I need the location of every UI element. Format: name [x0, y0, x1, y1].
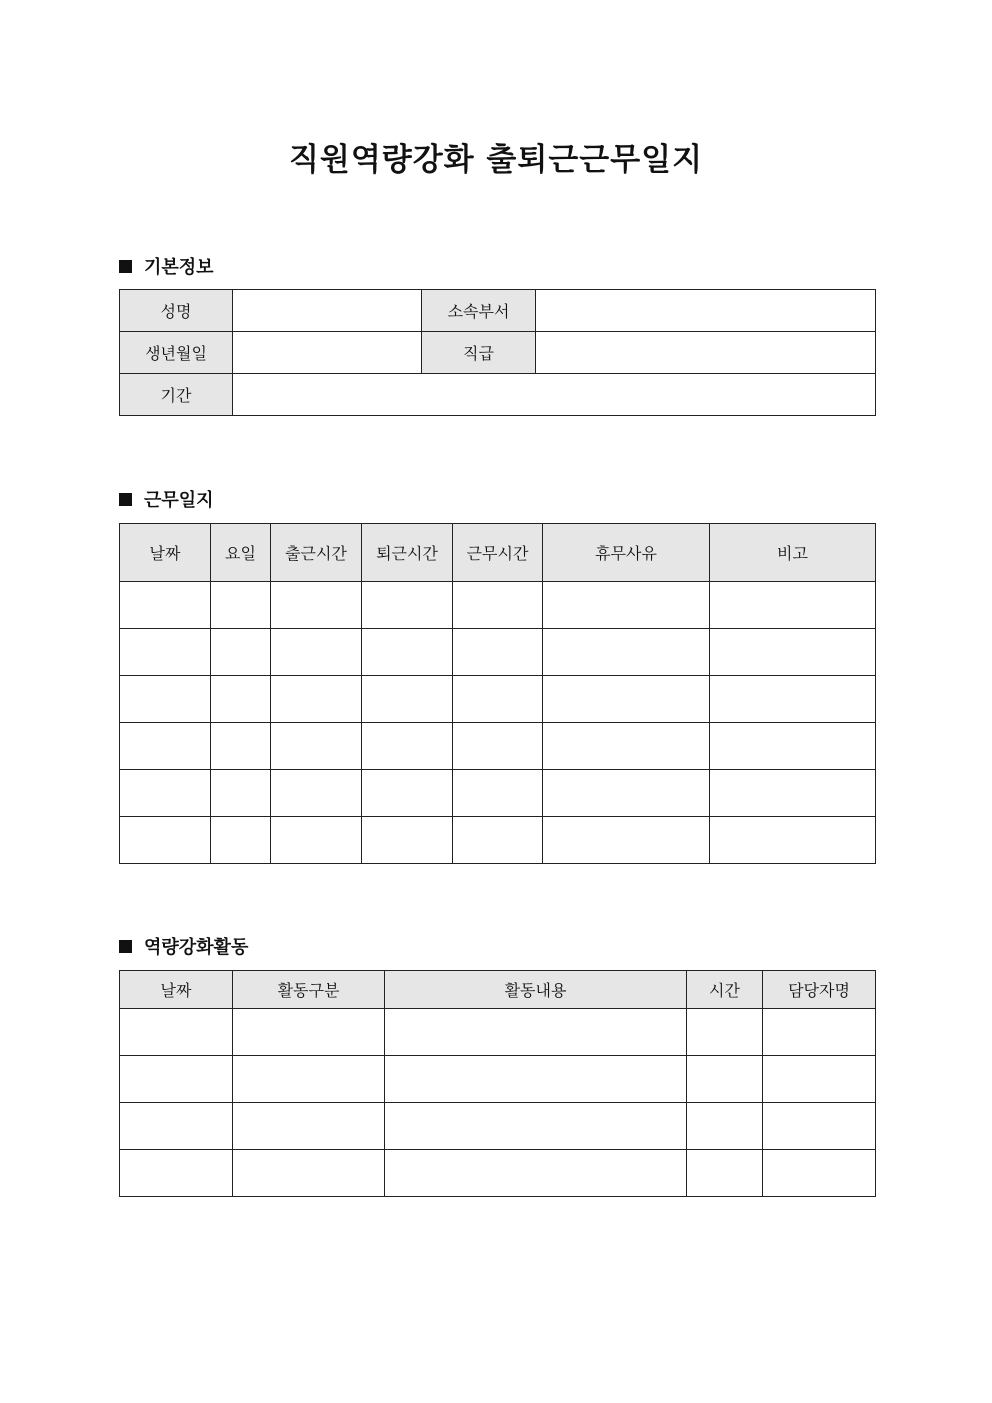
- table-row: [120, 676, 876, 723]
- section-heading-label: 기본정보: [144, 257, 214, 278]
- section-heading-activities: [119, 933, 248, 959]
- table-row: [120, 582, 876, 629]
- table-row: [120, 1150, 876, 1197]
- section-heading-work-log: [119, 486, 214, 512]
- square-bullet-icon: [119, 260, 132, 273]
- table-cell[interactable]: [710, 629, 876, 676]
- table-cell[interactable]: [211, 676, 271, 723]
- table-row: [120, 629, 876, 676]
- section-heading-basic-info: [119, 253, 214, 279]
- table-cell[interactable]: [120, 723, 211, 770]
- table-row: [120, 1009, 876, 1056]
- table-cell[interactable]: [385, 1150, 687, 1197]
- section-heading-label: 역량강화활동: [144, 937, 249, 958]
- table-row: [120, 723, 876, 770]
- position-field[interactable]: [536, 332, 876, 374]
- table-cell[interactable]: [362, 676, 453, 723]
- table-cell[interactable]: [543, 817, 710, 864]
- table-cell[interactable]: [763, 1009, 876, 1056]
- table-cell[interactable]: [543, 723, 710, 770]
- table-cell[interactable]: [211, 817, 271, 864]
- table-cell[interactable]: [687, 1009, 763, 1056]
- section-heading-label: 근무일지: [144, 490, 214, 511]
- table-cell[interactable]: [120, 817, 211, 864]
- table-cell[interactable]: [362, 629, 453, 676]
- table-cell[interactable]: [271, 676, 362, 723]
- activities-table: [119, 970, 876, 1197]
- table-cell[interactable]: [362, 770, 453, 817]
- table-cell[interactable]: [453, 629, 543, 676]
- table-cell[interactable]: [211, 723, 271, 770]
- square-bullet-icon: [119, 940, 132, 953]
- activity-col-header-date: 날짜: [120, 971, 233, 1009]
- table-cell[interactable]: [362, 817, 453, 864]
- work-col-header-date: 날짜: [120, 524, 211, 582]
- label-position: 직급: [422, 332, 536, 374]
- activity-col-header-time: 시간: [687, 971, 763, 1009]
- period-field[interactable]: [233, 374, 876, 416]
- table-cell[interactable]: [385, 1056, 687, 1103]
- table-cell[interactable]: [763, 1056, 876, 1103]
- table-cell[interactable]: [543, 770, 710, 817]
- table-cell[interactable]: [385, 1009, 687, 1056]
- table-cell[interactable]: [710, 582, 876, 629]
- label-period: 기간: [120, 374, 233, 416]
- label-name: 성명: [120, 290, 233, 332]
- table-row: [120, 1056, 876, 1103]
- table-cell[interactable]: [453, 723, 543, 770]
- work-log-table: [119, 523, 876, 864]
- table-cell[interactable]: [211, 770, 271, 817]
- table-cell[interactable]: [120, 770, 211, 817]
- table-cell[interactable]: [763, 1103, 876, 1150]
- activity-col-header-type: 활동구분: [233, 971, 385, 1009]
- activity-col-header-content: 활동내용: [385, 971, 687, 1009]
- table-cell[interactable]: [710, 676, 876, 723]
- table-cell[interactable]: [385, 1103, 687, 1150]
- table-cell[interactable]: [710, 723, 876, 770]
- table-row: [120, 817, 876, 864]
- table-cell[interactable]: [687, 1103, 763, 1150]
- table-cell[interactable]: [233, 1009, 385, 1056]
- table-row: [120, 770, 876, 817]
- table-cell[interactable]: [453, 582, 543, 629]
- department-field[interactable]: [536, 290, 876, 332]
- table-cell[interactable]: [453, 676, 543, 723]
- table-cell[interactable]: [233, 1103, 385, 1150]
- table-cell[interactable]: [763, 1150, 876, 1197]
- table-cell[interactable]: [120, 676, 211, 723]
- page-title: 직원역량강화 출퇴근근무일지: [288, 142, 704, 178]
- name-field[interactable]: [233, 290, 422, 332]
- table-cell[interactable]: [120, 1150, 233, 1197]
- square-bullet-icon: [119, 493, 132, 506]
- table-cell[interactable]: [453, 817, 543, 864]
- table-cell[interactable]: [120, 1103, 233, 1150]
- table-cell[interactable]: [271, 629, 362, 676]
- table-cell[interactable]: [120, 582, 211, 629]
- table-cell[interactable]: [710, 817, 876, 864]
- table-cell[interactable]: [271, 723, 362, 770]
- table-cell[interactable]: [687, 1150, 763, 1197]
- table-cell[interactable]: [271, 770, 362, 817]
- table-cell[interactable]: [211, 629, 271, 676]
- work-col-header-clock-in: 출근시간: [271, 524, 362, 582]
- table-cell[interactable]: [120, 1056, 233, 1103]
- basic-info-table: [119, 289, 876, 416]
- table-cell[interactable]: [211, 582, 271, 629]
- table-cell[interactable]: [543, 629, 710, 676]
- work-col-header-work-hours: 근무시간: [453, 524, 543, 582]
- table-cell[interactable]: [233, 1056, 385, 1103]
- work-col-header-leave-reason: 휴무사유: [543, 524, 710, 582]
- work-col-header-day: 요일: [211, 524, 271, 582]
- birthdate-field[interactable]: [233, 332, 422, 374]
- table-cell[interactable]: [543, 582, 710, 629]
- label-birthdate: 생년월일: [120, 332, 233, 374]
- table-cell[interactable]: [362, 723, 453, 770]
- table-cell[interactable]: [233, 1150, 385, 1197]
- label-department: 소속부서: [422, 290, 536, 332]
- table-cell[interactable]: [120, 1009, 233, 1056]
- table-cell[interactable]: [120, 629, 211, 676]
- table-cell[interactable]: [543, 676, 710, 723]
- work-col-header-clock-out: 퇴근시간: [362, 524, 453, 582]
- table-cell[interactable]: [362, 582, 453, 629]
- table-cell[interactable]: [710, 770, 876, 817]
- table-cell[interactable]: [271, 582, 362, 629]
- table-cell[interactable]: [271, 817, 362, 864]
- work-col-header-remarks: 비고: [710, 524, 876, 582]
- table-row: [120, 1103, 876, 1150]
- activity-col-header-manager: 담당자명: [763, 971, 876, 1009]
- table-cell[interactable]: [687, 1056, 763, 1103]
- table-cell[interactable]: [453, 770, 543, 817]
